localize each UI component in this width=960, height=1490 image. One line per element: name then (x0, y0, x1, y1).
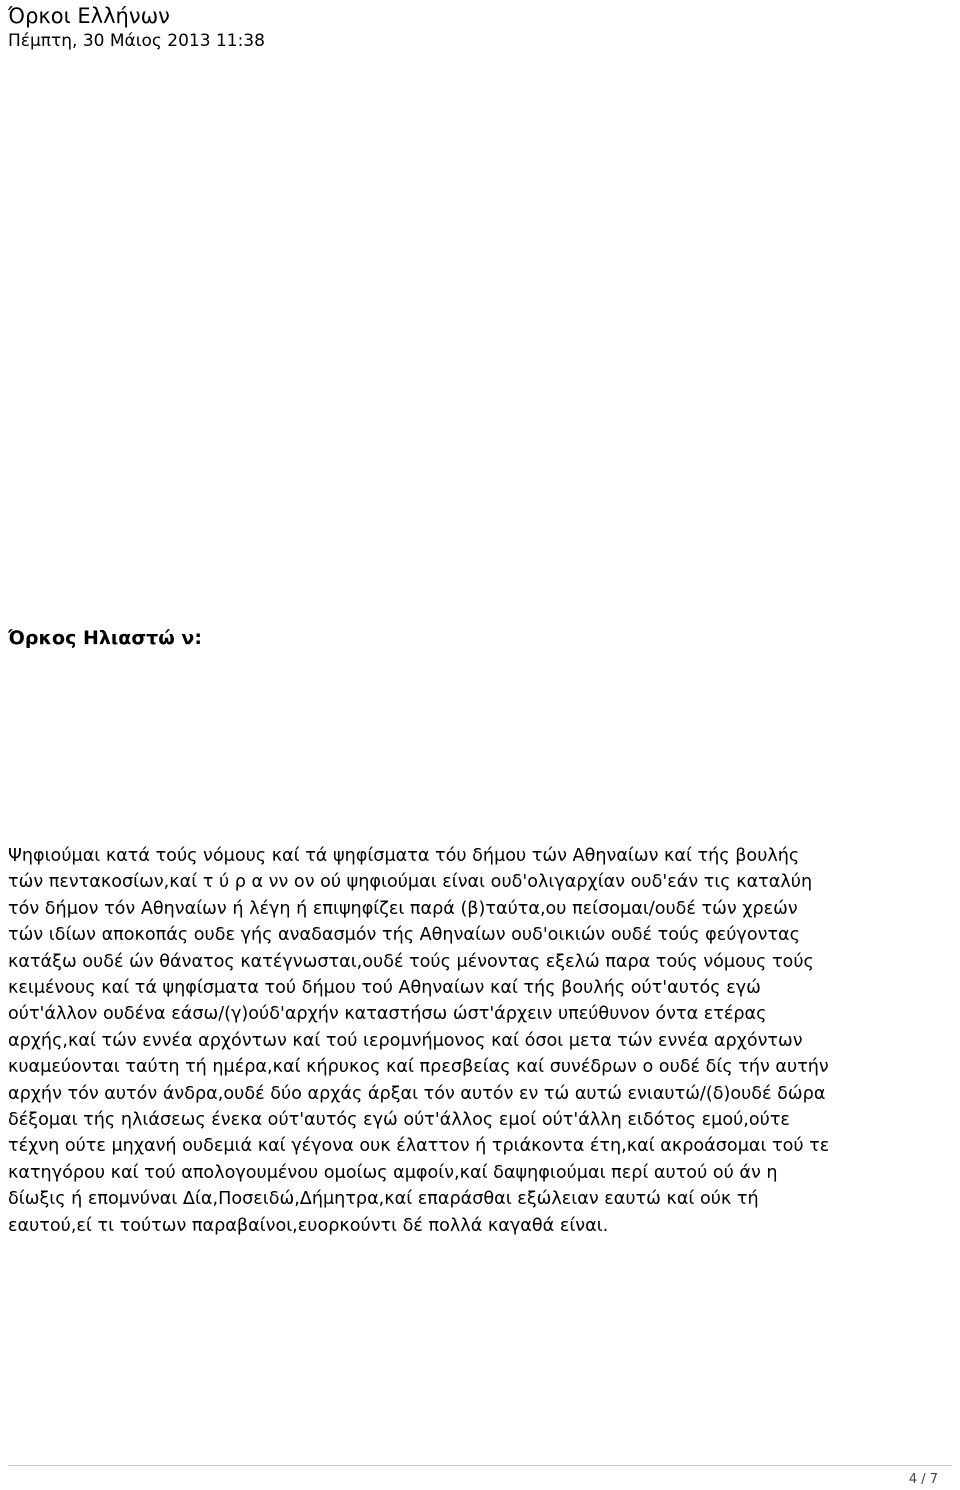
page-number: 4 / 7 (908, 1472, 938, 1487)
oath-line: Ψηφιούμαι κατά τούς νόμους καί τά ψηφίσματα τόυ δήμου τών Αθηναίων καί τής βουλής (8, 846, 800, 866)
oath-line: τών ιδίων αποκοπάς ουδε γής αναδασμόν τής Αθηναίων ουδ'οικιών ουδέ τούς φεύγοντας (8, 925, 800, 946)
oath-line: κατάξω ουδέ ών θάνατος κατέγνωσται,ουδέ τούς μένοντας εξελώ παρα τούς νόμους τούς (8, 951, 814, 972)
oath-line: δίωξις ή επομνύναι Δία,Ποσειδώ,Δήμητρα,καί επαράσθαι εξώλειαν εαυτώ καί ούκ τή (8, 1189, 759, 1210)
section-heading: Όρκος Ηλιαστώ ν: (8, 627, 202, 649)
document-header (8, 2, 948, 52)
oath-line: ούτ'άλλον ουδένα εάσω/(γ)ούδ'αρχήν καταστήσω ώστ'άρχειν υπεύθυνον όντα ετέρας (8, 1004, 767, 1025)
oath-line: αρχήν τόν αυτόν άνδρα,ουδέ δύο αρχάς άρξαι τόν αυτόν εν τώ αυτώ ενιαυτώ/(δ)ουδέ δώρα (8, 1083, 826, 1104)
footer-divider (8, 1465, 952, 1466)
document-date: Πέμπτη, 30 Μάιος 2013 11:38 (8, 31, 265, 51)
oath-paragraph (8, 843, 938, 1239)
oath-line: εαυτού,εί τι τούτων παραβαίνοι,ευορκούντι δέ πολλά καγαθά είναι. (8, 1215, 609, 1236)
oath-line: κυαμεύονται ταύτη τή ημέρα,καί κήρυκος καί πρεσβείας καί συνέδρων ο ουδέ δίς τήν αυτήν (8, 1057, 829, 1078)
oath-line: κειμένους καί τά ψηφίσματα τού δήμου τού Αθηναίων καί τής βουλής ούτ'αυτός εγώ (8, 978, 761, 999)
oath-line: κατηγόρου καί τού απολογουμένου ομοίως αμφοίν,καί δαψηφιούμαι περί αυτού ού άν η (8, 1162, 778, 1183)
oath-line: τέχνη ούτε μηχανή ουδεμιά καί γέγονα ουκ έλαττον ή τριάκοντα έτη,καί ακροάσομαι τού τε (8, 1136, 830, 1157)
oath-line: τών πεντακοσίων,καί τ ύ ρ α νν ον ού ψηφιούμαι είναι ουδ'ολιγαρχίαν ουδ'εάν τις καταλύη (8, 872, 813, 893)
document-title: Όρκοι Ελλήνων (8, 4, 170, 28)
oath-line: τόν δήμον τόν Αθηναίων ή λέγη ή επιψηφίζει παρά (β)ταύτα,ου πείσομαι/ουδέ τών χρεών (8, 898, 798, 919)
oath-line: δέξομαι τής ηλιάσεως ένεκα ούτ'αυτός εγώ ούτ'άλλος εμοί ούτ'άλλη ειδότος εμού,ούτε (8, 1110, 790, 1131)
oath-line: αρχής,καί τών εννέα αρχόντων καί τού ιερομνήμονος καί όσοι μετα τών εννέα αρχόντων (8, 1030, 803, 1051)
